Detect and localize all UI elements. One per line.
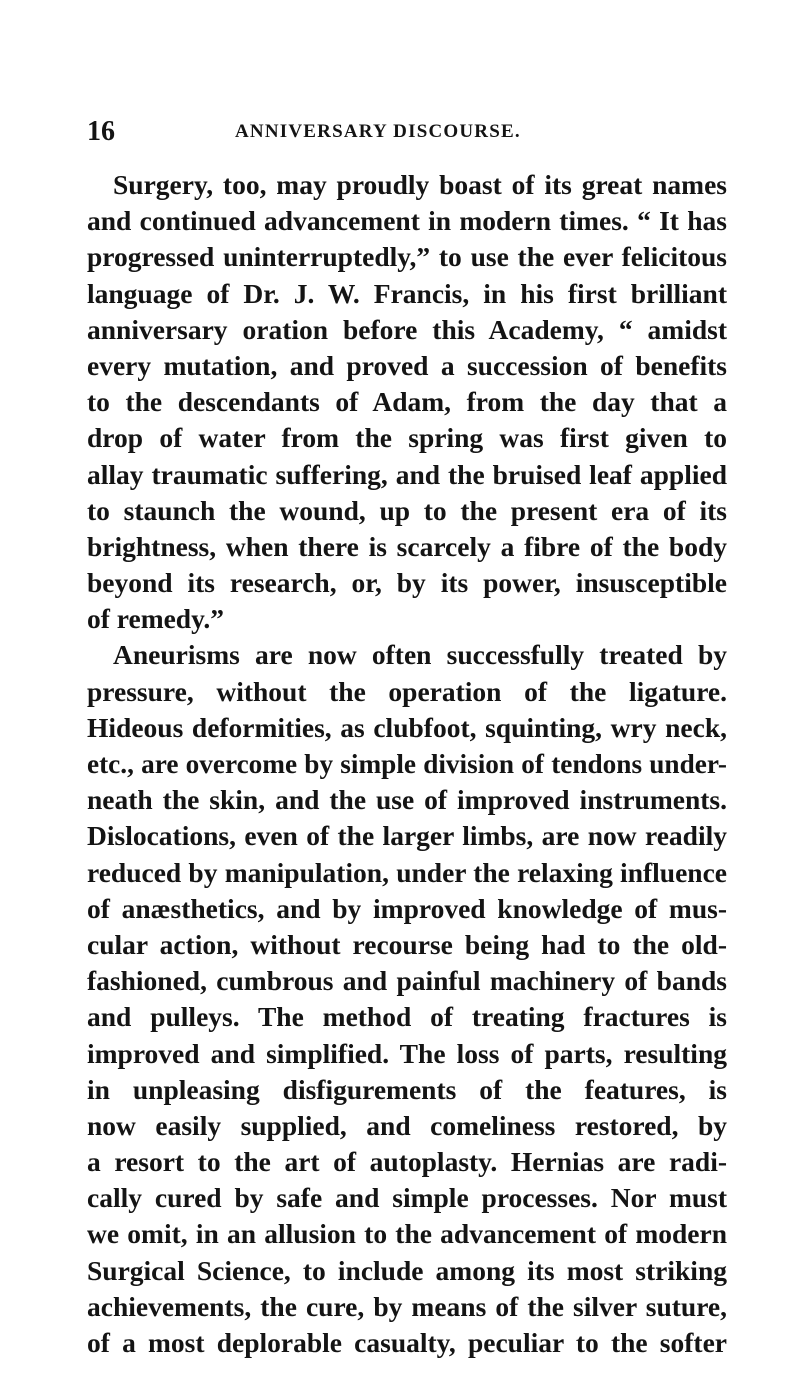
text-line: Surgical Science, to include among its most striking <box>87 1254 727 1286</box>
text-line: of remedy.” <box>87 603 224 635</box>
text-line: allay traumatic suffering, and the bruised leaf applied <box>87 458 727 490</box>
page-header <box>87 114 727 150</box>
text-line: fashioned, cumbrous and painful machinery of bands <box>87 965 727 997</box>
text-line: we omit, in an allusion to the advancement of modern <box>87 1218 727 1250</box>
text-line: progressed uninterruptedly,” to use the ever felicitous <box>87 241 727 273</box>
paragraph-surgery <box>87 167 727 637</box>
text-line: beyond its research, or, by its power, insusceptible <box>87 567 727 599</box>
text-line: neath the skin, and the use of improved instruments. <box>87 784 727 816</box>
text-line: to staunch the wound, up to the present era of its <box>87 494 727 526</box>
text-line: improved and simplified. The loss of parts, resulting <box>87 1037 727 1069</box>
text-line: Hideous deformities, as clubfoot, squinting, wry neck, <box>87 711 727 743</box>
text-line: pressure, without the operation of the ligature. <box>87 675 727 707</box>
text-line: cular action, without recourse being had to the old- <box>87 928 727 960</box>
text-line: and pulleys. The method of treating fractures is <box>87 1001 727 1033</box>
paragraph-aneurisms <box>87 637 727 1361</box>
page-number: 16 <box>87 116 115 147</box>
text-line: reduced by manipulation, under the relaxing influence <box>87 856 727 888</box>
body-text <box>87 167 727 1361</box>
text-line: Surgery, too, may proudly boast of its great names <box>113 169 727 200</box>
text-line: brightness, when there is scarcely a fibre of the body <box>87 530 727 562</box>
text-line: now easily supplied, and comeliness restored, by <box>87 1109 727 1141</box>
text-line: every mutation, and proved a succession of benefits <box>87 349 727 381</box>
text-line: to the descendants of Adam, from the day that a <box>87 386 727 418</box>
text-line: of anæsthetics, and by improved knowledge of mus- <box>87 892 727 924</box>
text-line: achievements, the cure, by means of the silver suture, <box>87 1290 727 1322</box>
text-line: language of Dr. J. W. Francis, in his first brilliant <box>87 277 727 309</box>
running-head: ANNIVERSARY DISCOURSE. <box>235 121 521 142</box>
text-line: cally cured by safe and simple processes. Nor must <box>87 1182 727 1214</box>
text-line: anniversary oration before this Academy, “ amidst <box>87 313 727 345</box>
text-line: a resort to the art of autoplasty. Hernias are radi- <box>87 1146 727 1178</box>
text-line: Dislocations, even of the larger limbs, are now readily <box>87 820 727 852</box>
text-line: Aneurisms are now often successfully treated by <box>113 639 727 671</box>
text-line: drop of water from the spring was first given to <box>87 422 727 454</box>
text-line: etc., are overcome by simple division of tendons under- <box>87 749 727 779</box>
text-line: and continued advancement in modern times. “ It has <box>87 205 727 237</box>
text-line: of a most deplorable casualty, peculiar to the softer <box>87 1327 727 1358</box>
text-line: in unpleasing disfigurements of the features, is <box>87 1073 727 1105</box>
